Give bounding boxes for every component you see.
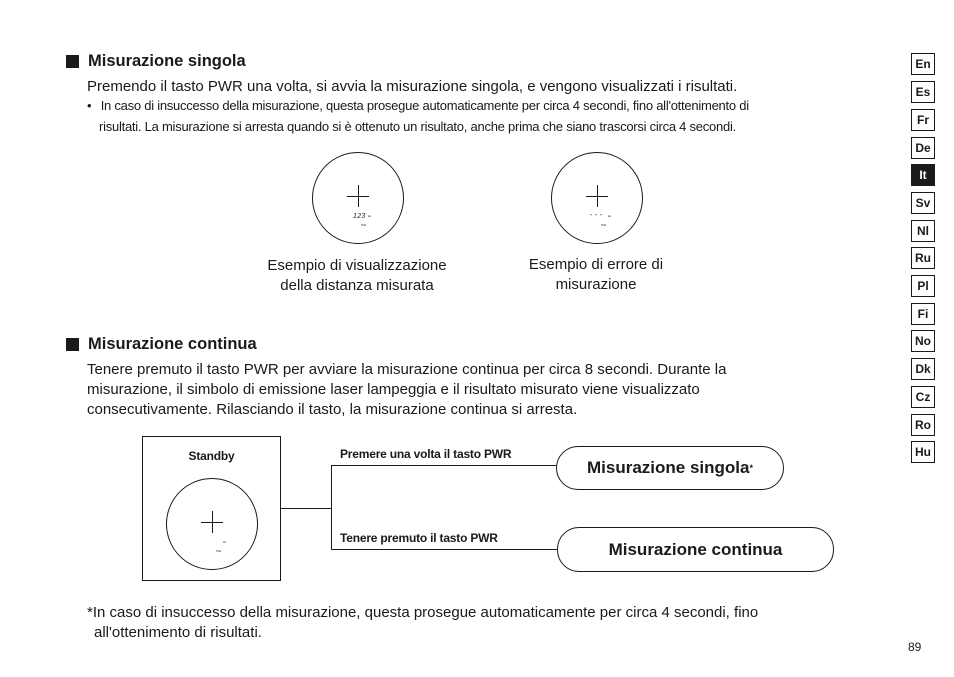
bullet: • [87, 98, 92, 113]
language-tab-no[interactable]: No [911, 330, 935, 352]
display-example-distance [312, 152, 404, 244]
connector-main [281, 508, 331, 509]
note-line-2: risultati. La misurazione si arresta quando si è ottenuto un risultato, anche prima che siano trascorsi circa 4 secondi. [99, 119, 736, 134]
single-description: Premendo il tasto PWR una volta, si avvia la misurazione singola, e vengono visualizzati i risultati. [87, 78, 738, 95]
standby-display [166, 478, 258, 570]
caption-error-line1: Esempio di errore di [528, 256, 664, 273]
continuous-line-1: Tenere premuto il tasto PWR per avviare la misurazione continua per circa 8 secondi. Durante la [87, 361, 727, 378]
language-tab-hu[interactable]: Hu [911, 441, 935, 463]
heading-square-icon [66, 338, 79, 351]
single-note [87, 96, 749, 116]
caption-error [476, 255, 716, 295]
asterisk-mark: * [749, 463, 753, 473]
note-line-1: In caso di insuccesso della misurazione, questa prosegue automaticamente per circa 4 secondi, fino all'ottenimento di [100, 98, 749, 113]
reticle-v [358, 185, 359, 207]
language-tab-fr[interactable]: Fr [911, 109, 935, 131]
language-tab-de[interactable]: De [911, 137, 935, 159]
standby-label: Standby [188, 449, 235, 463]
continuous-line-2: misurazione, il simbolo di emissione laser lampeggia e il risultato misurato viene visualizzato [87, 381, 700, 398]
unit-ynt: Ynt [601, 223, 606, 227]
language-tab-nl[interactable]: Nl [911, 220, 935, 242]
continuous-measurement-label: Misurazione continua [608, 539, 783, 559]
standby-box [142, 436, 281, 581]
language-tab-it[interactable]: It [911, 164, 935, 186]
connector-bottom [331, 549, 557, 550]
caption-error-line2: misurazione [555, 276, 637, 293]
error-value: - - - [590, 212, 603, 219]
language-tab-en[interactable]: En [911, 53, 935, 75]
unit-m: m [608, 214, 611, 218]
display-example-error [551, 152, 643, 244]
reticle-v [597, 185, 598, 207]
language-tab-es[interactable]: Es [911, 81, 935, 103]
language-tab-ru[interactable]: Ru [911, 247, 935, 269]
unit-m: m [368, 214, 371, 218]
heading-square-icon [66, 55, 79, 68]
connector-top [331, 465, 557, 466]
caption-distance-line1: Esempio di visualizzazione [267, 257, 447, 274]
distance-value: 123 [353, 213, 366, 220]
continuous-description [87, 360, 726, 420]
language-tab-fi[interactable]: Fi [911, 303, 935, 325]
footnote-line-2: all'ottenimento di risultati. [94, 624, 262, 641]
footnote [87, 603, 758, 643]
connector-vertical [331, 465, 332, 550]
section-heading-continuous-text: Misurazione continua [88, 335, 257, 353]
page-number: 89 [908, 640, 922, 654]
single-measurement-label: Misurazione singola [587, 458, 750, 477]
section-heading-single-text: Misurazione singola [88, 52, 246, 70]
caption-distance-line2: della distanza misurata [280, 277, 434, 294]
language-tab-pl[interactable]: Pl [911, 275, 935, 297]
language-tab-cz[interactable]: Cz [911, 386, 935, 408]
hold-label: Tenere premuto il tasto PWR [340, 531, 498, 545]
unit-ynt: Ynt [361, 223, 366, 227]
continuous-measurement-pill [557, 527, 834, 572]
language-tab-dk[interactable]: Dk [911, 358, 935, 380]
unit-ynt: Ynt [216, 549, 221, 553]
single-measurement-pill [556, 446, 784, 490]
section-heading-continuous [66, 335, 257, 354]
footnote-line-1: *In caso di insuccesso della misurazione, questa prosegue automaticamente per circa 4 secondi, fino [87, 604, 759, 621]
press-once-label: Premere una volta il tasto PWR [340, 447, 512, 461]
language-tab-sv[interactable]: Sv [911, 192, 935, 214]
caption-distance [236, 256, 478, 296]
section-heading-single [66, 52, 246, 71]
language-tab-ro[interactable]: Ro [911, 414, 935, 436]
reticle-v [212, 511, 213, 533]
continuous-line-3: consecutivamente. Rilasciando il tasto, la misurazione continua si arresta. [87, 401, 578, 418]
unit-m: m [223, 540, 226, 544]
